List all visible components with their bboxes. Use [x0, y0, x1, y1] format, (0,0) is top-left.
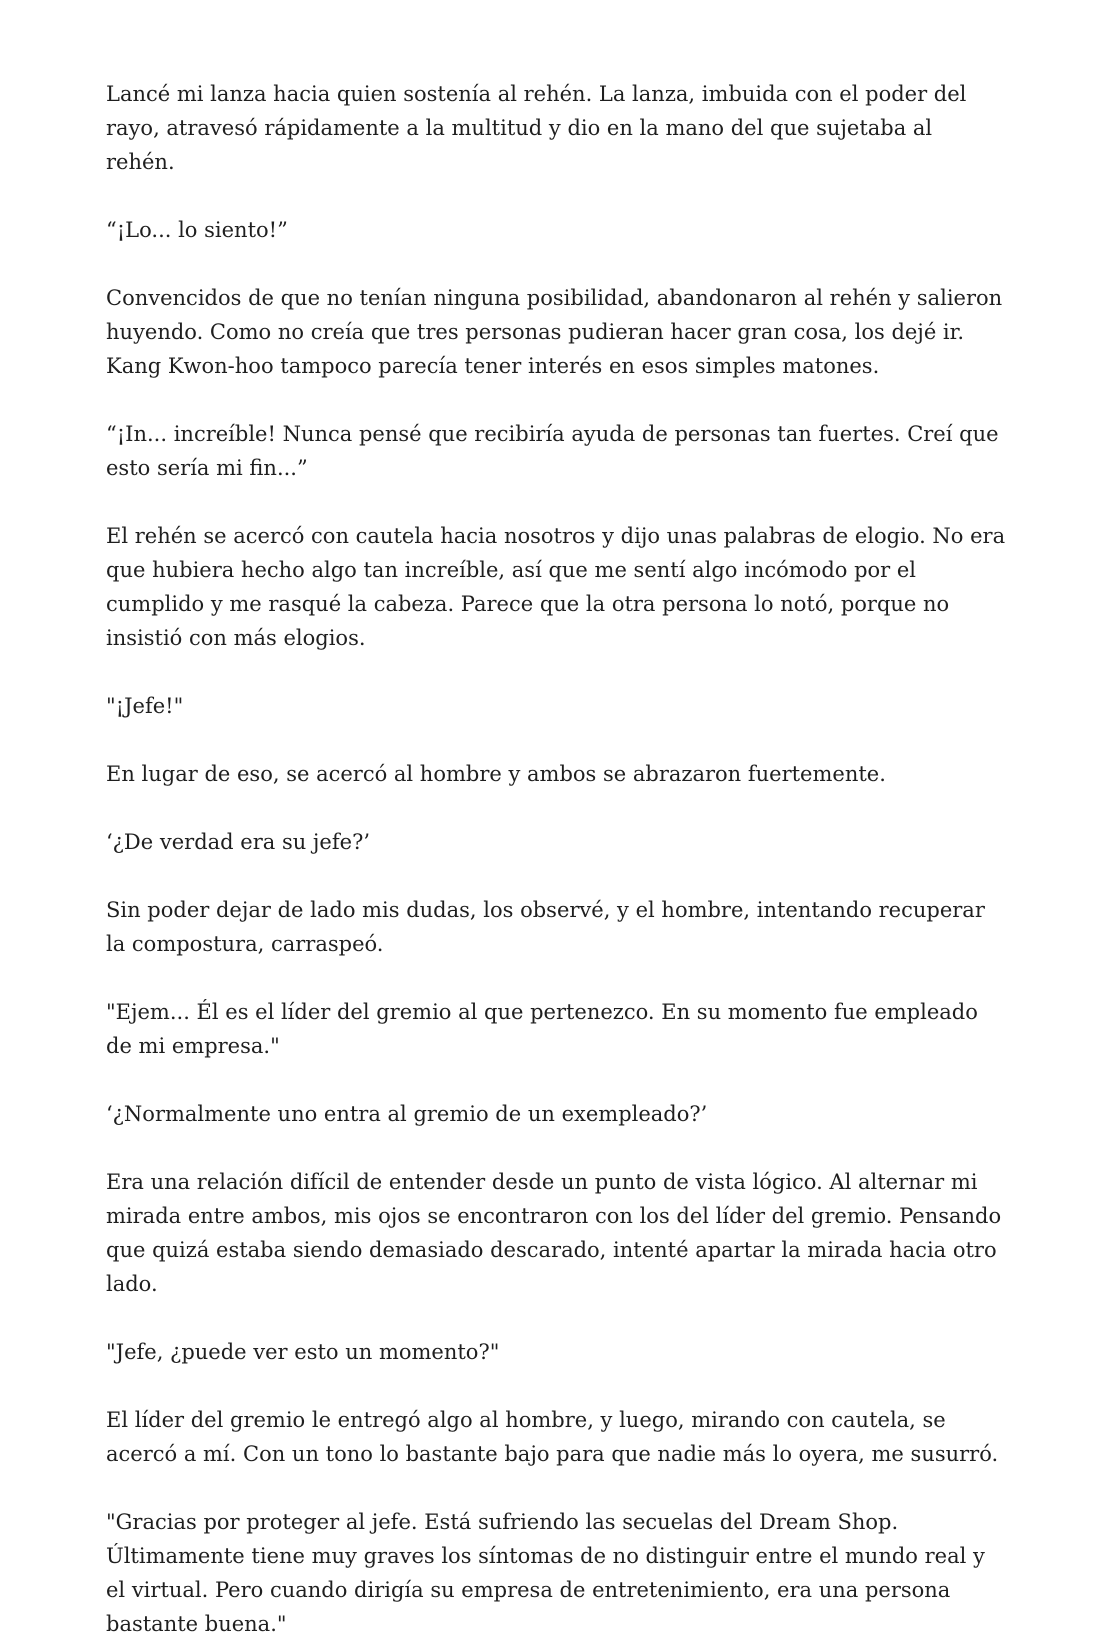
paragraph: "Ejem... Él es el líder del gremio al que pertenezco. En su momento fue empleado de mi empresa."	[106, 1000, 978, 1058]
paragraph: El rehén se acercó con cautela hacia nosotros y dijo unas palabras de elogio. No era que hubiera hecho algo tan increíble, así que me sentí algo incómodo por el cumplido y me rasqué la cabeza. Parece que la otra persona lo notó, porque no insistió con más elogios.	[106, 524, 1006, 650]
document-page	[106, 77, 1006, 1641]
paragraph: Convencidos de que no tenían ninguna posibilidad, abandonaron al rehén y salieron huyendo. Como no creía que tres personas pudieran hacer gran cosa, los dejé ir. Kang Kwon-hoo tampoco parecía tener interés en esos simples matones.	[106, 286, 1003, 378]
paragraph: "Jefe, ¿puede ver esto un momento?"	[106, 1340, 500, 1364]
paragraph: Era una relación difícil de entender desde un punto de vista lógico. Al alternar mi mirada entre ambos, mis ojos se encontraron con los del líder del gremio. Pensando que quizá estaba siendo demasiado descarado, intenté apartar la mirada hacia otro lado.	[106, 1170, 1002, 1296]
paragraph: "Gracias por proteger al jefe. Está sufriendo las secuelas del Dream Shop. Últimamente tiene muy graves los síntomas de no distinguir entre el mundo real y el virtual. Pero cuando dirigía su empresa de entretenimiento, era una persona bastante buena."	[106, 1510, 985, 1636]
paragraph: “¡In... increíble! Nunca pensé que recibiría ayuda de personas tan fuertes. Creí que esto sería mi fin...”	[106, 422, 999, 480]
paragraph: Sin poder dejar de lado mis dudas, los observé, y el hombre, intentando recuperar la compostura, carraspeó.	[106, 898, 985, 956]
paragraph: "¡Jefe!"	[106, 694, 184, 718]
paragraph: Lancé mi lanza hacia quien sostenía al rehén. La lanza, imbuida con el poder del rayo, atravesó rápidamente a la multitud y dio en la mano del que sujetaba al rehén.	[106, 82, 967, 174]
paragraph: En lugar de eso, se acercó al hombre y ambos se abrazaron fuertemente.	[106, 762, 886, 786]
paragraph: El líder del gremio le entregó algo al hombre, y luego, mirando con cautela, se acercó a mí. Con un tono lo bastante bajo para que nadie más lo oyera, me susurró.	[106, 1408, 999, 1466]
paragraph: ‘¿Normalmente uno entra al gremio de un exempleado?’	[106, 1102, 708, 1126]
paragraph: ‘¿De verdad era su jefe?’	[106, 830, 370, 854]
paragraph: “¡Lo... lo siento!”	[106, 218, 288, 242]
